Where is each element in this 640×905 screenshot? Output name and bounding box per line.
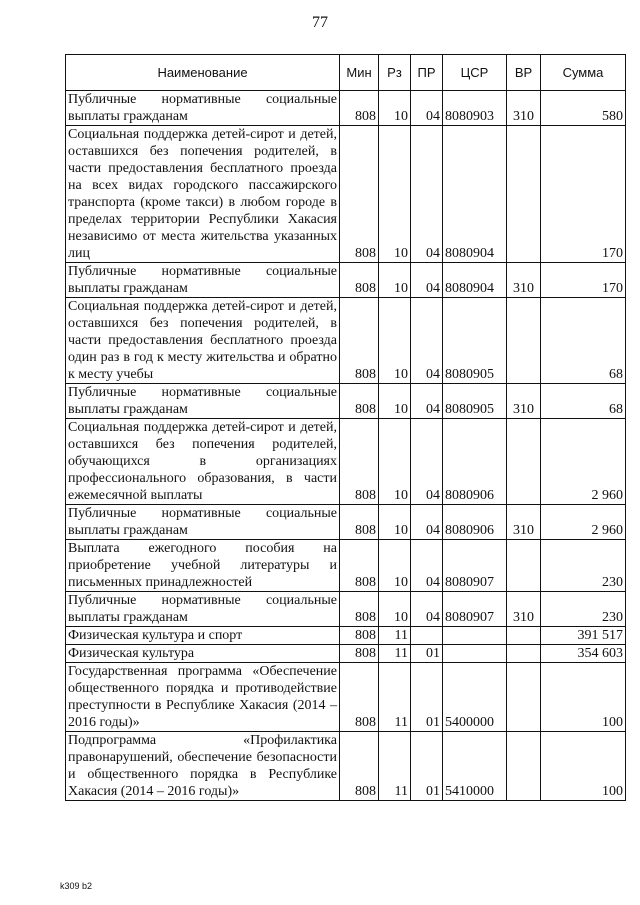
cell-sum: 68: [541, 298, 626, 384]
cell-pr: 04: [411, 126, 443, 263]
table-row: [66, 540, 626, 592]
cell-sum: 580: [541, 91, 626, 126]
cell-vr: [507, 298, 541, 384]
cell-vr: 310: [507, 592, 541, 627]
cell-rz: 11: [379, 645, 411, 663]
table-row: [66, 505, 626, 540]
cell-rz: 10: [379, 384, 411, 419]
cell-vr: 310: [507, 91, 541, 126]
cell-rz: 10: [379, 263, 411, 298]
cell-sum: 68: [541, 384, 626, 419]
cell-min: 808: [340, 627, 379, 645]
cell-pr: 04: [411, 298, 443, 384]
column-header-pr: ПР: [411, 55, 443, 91]
cell-min: 808: [340, 384, 379, 419]
cell-min: 808: [340, 732, 379, 801]
cell-name: Социальная поддержка детей-сирот и детей, оставшихся без попечения родителей, обучающихся в организациях профессионального образования, в части ежемесячной выплаты: [66, 419, 340, 505]
table-row: [66, 263, 626, 298]
cell-min: 808: [340, 592, 379, 627]
cell-csr: 8080907: [443, 540, 507, 592]
cell-csr: [443, 645, 507, 663]
cell-name: Подпрограмма «Профилактика правонарушений, обеспечение безопасности и общественного порядка в Республике Хакасия (2014 – 2016 годы)»: [66, 732, 340, 801]
cell-pr: 01: [411, 645, 443, 663]
table-row: [66, 663, 626, 732]
cell-min: 808: [340, 663, 379, 732]
cell-csr: 8080905: [443, 384, 507, 419]
cell-pr: 04: [411, 263, 443, 298]
cell-min: 808: [340, 263, 379, 298]
cell-pr: [411, 627, 443, 645]
cell-name: Публичные нормативные социальные выплаты гражданам: [66, 384, 340, 419]
cell-name: Публичные нормативные социальные выплаты гражданам: [66, 592, 340, 627]
cell-min: 808: [340, 505, 379, 540]
cell-sum: 354 603: [541, 645, 626, 663]
cell-rz: 11: [379, 732, 411, 801]
cell-rz: 10: [379, 419, 411, 505]
cell-vr: [507, 663, 541, 732]
table-row: [66, 91, 626, 126]
cell-name: Социальная поддержка детей-сирот и детей, оставшихся без попечения родителей, в части предоставления бесплатного проезда на всех видах городского пассажирского транспорта (кроме такси) в любом городе в пределах территории Республики Хакасия независимо от места жительства указанных лиц: [66, 126, 340, 263]
cell-csr: 8080904: [443, 263, 507, 298]
cell-name: Публичные нормативные социальные выплаты гражданам: [66, 91, 340, 126]
table-row: [66, 645, 626, 663]
cell-min: 808: [340, 540, 379, 592]
cell-sum: 170: [541, 263, 626, 298]
cell-sum: 170: [541, 126, 626, 263]
cell-vr: 310: [507, 384, 541, 419]
cell-rz: 10: [379, 505, 411, 540]
cell-name: Социальная поддержка детей-сирот и детей, оставшихся без попечения родителей, в части предоставления бесплатного проезда один раз в год к месту жительства и обратно к месту учебы: [66, 298, 340, 384]
cell-sum: 100: [541, 732, 626, 801]
cell-csr: 8080906: [443, 419, 507, 505]
column-header-csr: ЦСР: [443, 55, 507, 91]
cell-sum: 2 960: [541, 419, 626, 505]
footer-code: k309 b2: [60, 881, 93, 891]
table-row: [66, 627, 626, 645]
cell-vr: [507, 419, 541, 505]
cell-min: 808: [340, 91, 379, 126]
cell-min: 808: [340, 126, 379, 263]
cell-pr: 04: [411, 540, 443, 592]
cell-csr: 8080906: [443, 505, 507, 540]
cell-csr: [443, 627, 507, 645]
budget-table: [65, 54, 626, 801]
cell-csr: 8080903: [443, 91, 507, 126]
cell-pr: 04: [411, 505, 443, 540]
cell-name: Выплата ежегодного пособия на приобретение учебной литературы и письменных принадлежностей: [66, 540, 340, 592]
page-number: 77: [312, 14, 328, 31]
cell-vr: [507, 732, 541, 801]
column-header-name: Наименование: [66, 55, 340, 91]
table-row: [66, 732, 626, 801]
cell-vr: 310: [507, 505, 541, 540]
table-row: [66, 126, 626, 263]
cell-rz: 10: [379, 91, 411, 126]
cell-name: Публичные нормативные социальные выплаты гражданам: [66, 263, 340, 298]
cell-sum: 391 517: [541, 627, 626, 645]
cell-pr: 01: [411, 732, 443, 801]
cell-pr: 04: [411, 419, 443, 505]
cell-csr: 8080907: [443, 592, 507, 627]
cell-csr: 5410000: [443, 732, 507, 801]
cell-rz: 10: [379, 592, 411, 627]
cell-csr: 5400000: [443, 663, 507, 732]
table-row: [66, 384, 626, 419]
cell-sum: 100: [541, 663, 626, 732]
cell-sum: 230: [541, 592, 626, 627]
table-row: [66, 298, 626, 384]
cell-vr: 310: [507, 263, 541, 298]
cell-vr: [507, 540, 541, 592]
table-row: [66, 419, 626, 505]
cell-vr: [507, 645, 541, 663]
cell-rz: 11: [379, 627, 411, 645]
header-row: [66, 55, 626, 91]
cell-rz: 10: [379, 126, 411, 263]
column-header-min: Мин: [340, 55, 379, 91]
cell-pr: 04: [411, 384, 443, 419]
cell-rz: 11: [379, 663, 411, 732]
table-row: [66, 592, 626, 627]
column-header-sum: Сумма: [541, 55, 626, 91]
cell-pr: 01: [411, 663, 443, 732]
column-header-vr: ВР: [507, 55, 541, 91]
cell-name: Государственная программа «Обеспечение общественного порядка и противодействие преступности в Республике Хакасия (2014 – 2016 годы)»: [66, 663, 340, 732]
cell-name: Публичные нормативные социальные выплаты гражданам: [66, 505, 340, 540]
cell-vr: [507, 126, 541, 263]
cell-min: 808: [340, 298, 379, 384]
cell-rz: 10: [379, 298, 411, 384]
cell-name: Физическая культура и спорт: [66, 627, 340, 645]
cell-pr: 04: [411, 592, 443, 627]
cell-min: 808: [340, 419, 379, 505]
cell-vr: [507, 627, 541, 645]
cell-csr: 8080904: [443, 126, 507, 263]
cell-csr: 8080905: [443, 298, 507, 384]
cell-pr: 04: [411, 91, 443, 126]
cell-rz: 10: [379, 540, 411, 592]
cell-name: Физическая культура: [66, 645, 340, 663]
cell-min: 808: [340, 645, 379, 663]
column-header-rz: Рз: [379, 55, 411, 91]
cell-sum: 230: [541, 540, 626, 592]
table-body: [66, 91, 626, 801]
cell-sum: 2 960: [541, 505, 626, 540]
